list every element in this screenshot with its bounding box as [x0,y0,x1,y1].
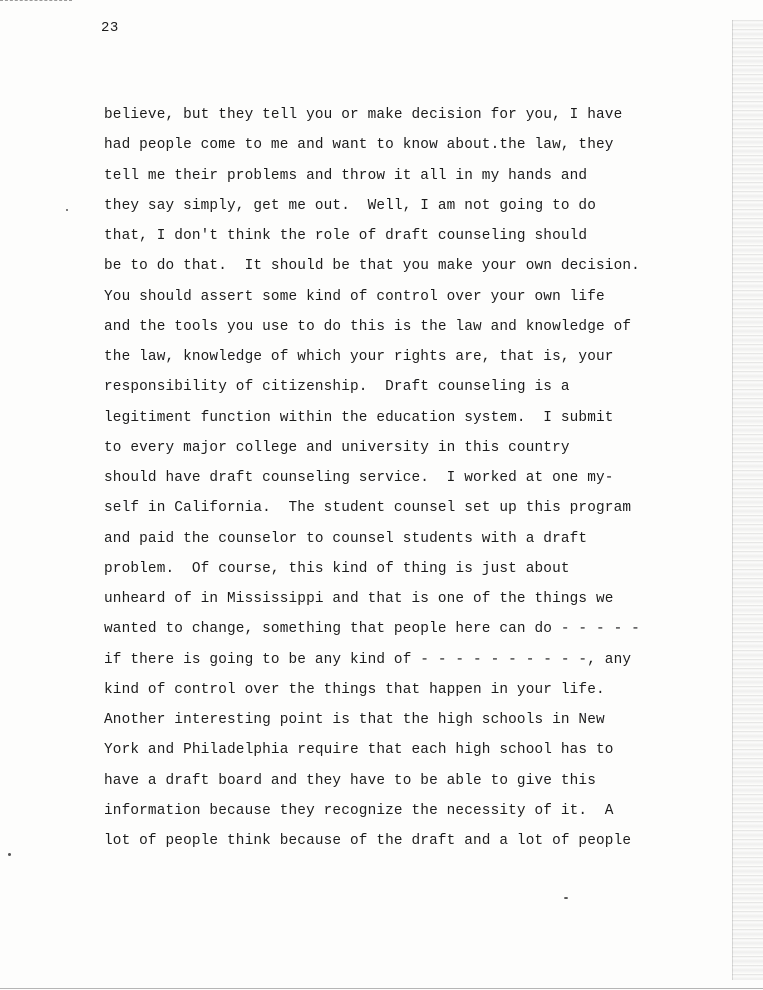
bottom-edge-rule [0,988,763,989]
text-line: responsibility of citizenship. Draft counseling is a [104,379,570,396]
text-line: self in California. The student counsel set up this program [104,500,632,517]
text-line: should have draft counseling service. I worked at one my- [104,470,614,486]
scan-speck [66,209,68,211]
text-line: tell me their problems and throw it all in my hands and [104,167,588,184]
text-line: to every major college and university in this country [104,439,570,456]
text-line: if there is going to be any kind of - - - - - - - - - -, any [104,651,632,668]
text-line: problem. Of course, this kind of thing is just about [104,560,570,577]
text-line: and paid the counselor to counsel students with a draft [104,530,588,547]
text-line: that, I don't think the role of draft counseling should [104,228,588,244]
text-line: wanted to change, something that people here can do - - - - - [104,621,640,638]
scan-speck [564,897,568,899]
text-line: You should assert some kind of control over your own life [104,288,605,305]
transcript-body [104,104,674,860]
text-line: information because they recognize the necessity of it. A [104,802,614,819]
scan-speck [8,853,11,856]
top-edge-rule [0,0,72,1]
text-line: and the tools you use to do this is the law and knowledge of [104,318,632,335]
page-number: 23 [101,20,119,36]
text-line: they say simply, get me out. Well, I am not going to do [104,197,597,214]
text-line: be to do that. It should be that you make your own decision. [104,258,640,275]
text-line: lot of people think because of the draft and a lot of people [104,833,632,849]
text-line: Another interesting point is that the high schools in New [104,712,605,728]
text-line: York and Philadelphia require that each high school has to [104,742,614,759]
scanned-right-edge [732,20,763,980]
text-line: believe, but they tell you or make decision for you, I have [104,107,623,123]
text-line: unheard of in Mississippi and that is one of the things we [104,591,614,607]
text-line: have a draft board and they have to be able to give this [104,772,597,789]
text-line: the law, knowledge of which your rights are, that is, your [104,349,614,365]
text-line: legitiment function within the education system. I submit [104,409,614,426]
text-line: kind of control over the things that happen in your life. [104,681,605,698]
text-line: had people come to me and want to know about.the law, they [104,137,614,154]
